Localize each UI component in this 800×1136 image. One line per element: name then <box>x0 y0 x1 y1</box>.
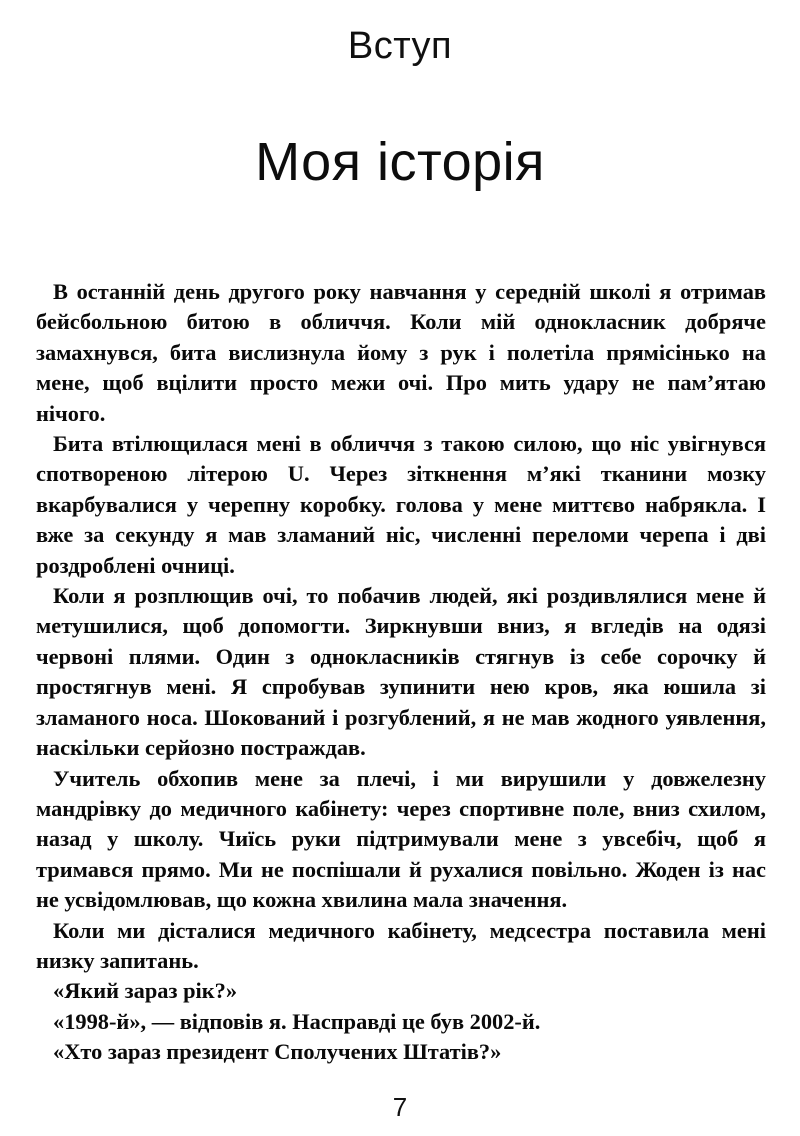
paragraph: Коли ми дісталися медичного кабінету, медсестра поставила мені низку запитань. <box>36 917 766 973</box>
chapter-label: Вступ <box>347 25 453 67</box>
paragraph: Учитель обхопив мене за плечі, і ми вирушили у довжелезну мандрівку до медичного кабінету: через спортивне поле, вниз схилом, назад у школу. Чиїсь руки підтримували мене з увсебіч, щоб я тримався прямо. Ми не поспішали й рухалися повільно. Жоден із нас не усвідомлював, що кожна хвилина мала значення. <box>36 765 766 913</box>
page-number: 7 <box>392 1092 408 1122</box>
dialogue-line: «1998-й», — відповів я. Насправді це був 2002-й. <box>53 1008 541 1034</box>
dialogue-line: «Який зараз рік?» <box>53 978 238 1004</box>
paragraph: Бита втілющилася мені в обличчя з такою силою, що ніс увігнувся спотвореною літерою U. Через зіткнення м’які тканини мозку вкарбувалися у черепну коробку. голова у мене миттєво набрякла. І вже за секунду я мав зламаний ніс, численні переломи черепа і дві роздроблені очниці. <box>36 431 766 578</box>
body-text <box>36 277 766 1068</box>
dialogue-line: «Хто зараз президент Сполучених Штатів?» <box>53 1039 502 1065</box>
paragraph: В останній день другого року навчання у середній школі я отримав бейсбольною битою в обличчя. Коли мій однокласник добряче замахнувся, бита вислизнула йому з рук і полетіла прямісінько на мене, щоб вцілити просто межи очі. Про мить удару не пам’ятаю нічого. <box>36 279 766 426</box>
paragraph: Коли я розплющив очі, то побачив людей, які роздивлялися мене й метушилися, щоб допомогти. Зиркнувши вниз, я вгледів на одязі червоні плями. Один з однокласників стягнув із себе сорочку й простягнув мені. Я спробував зупинити нею кров, яка юшила зі зламаного носа. Шокований і розгублений, я не мав жодного уявлення, наскільки серйозно постраждав. <box>36 583 766 761</box>
page-title: Моя історія <box>255 132 545 192</box>
